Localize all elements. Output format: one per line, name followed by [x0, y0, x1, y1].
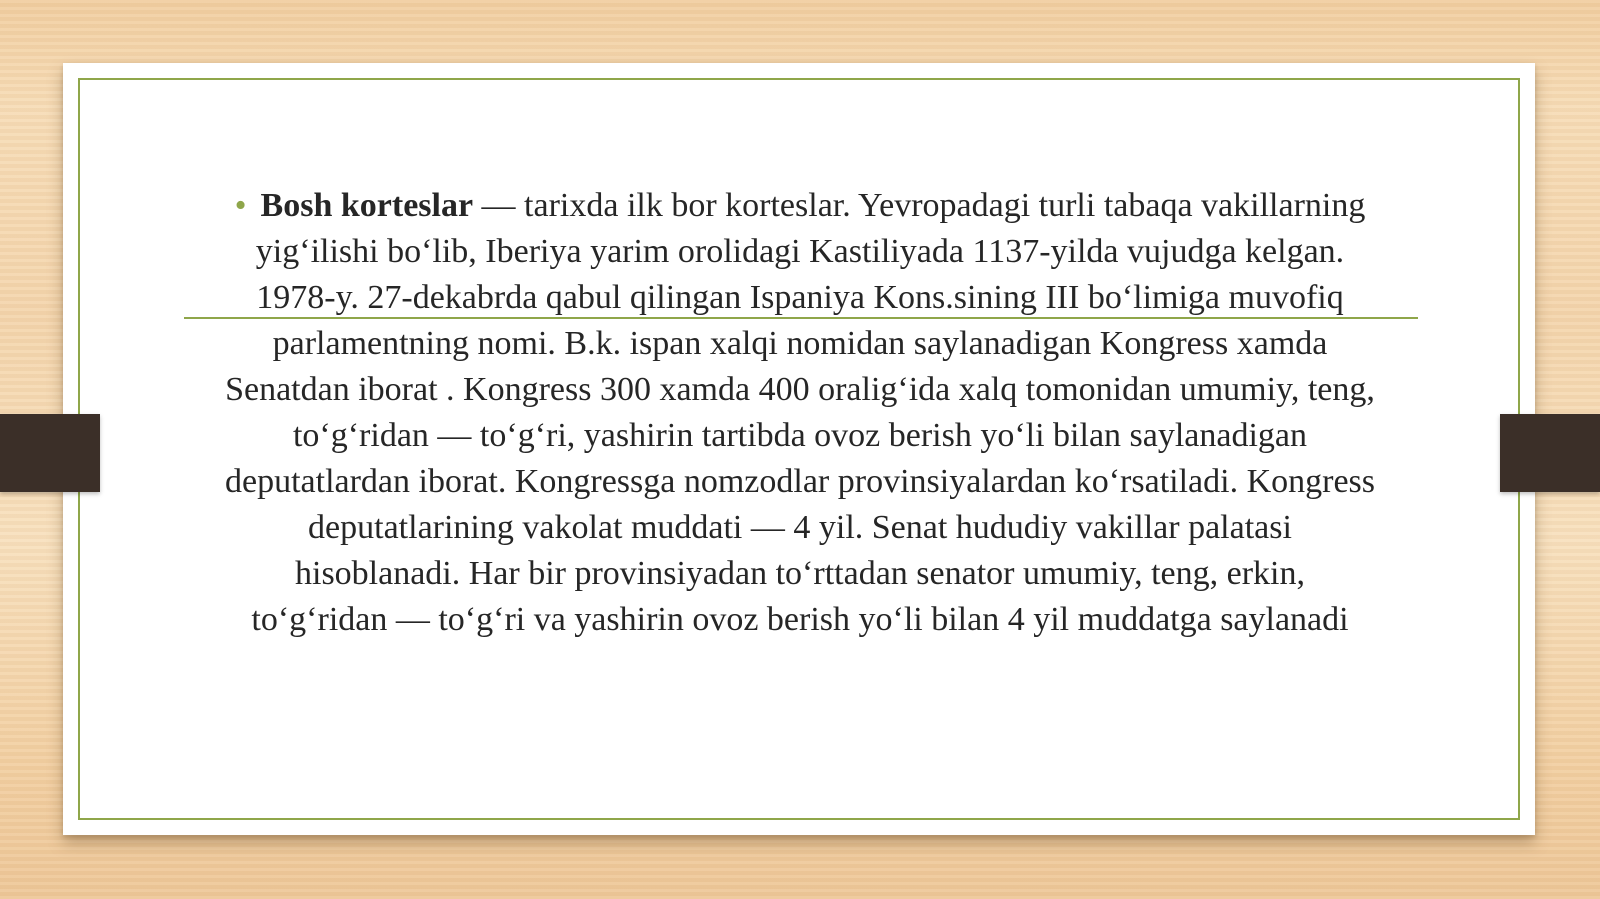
- bold-term: Bosh korteslar: [260, 187, 474, 224]
- bullet-icon: •: [234, 187, 247, 224]
- body-paragraph: — tarixda ilk bor korteslar. Yevropadagi turli tabaqa vakillarning yig‘ilishi bo‘lib, Iberiya yarim orolidagi Kastiliyada 1137-yilda vujudga kelgan. 1978-y. 27-dekabrda qabul qilingan Ispaniya Kons.sining III bo‘limiga muvofiq parlamentning nomi. B.k. ispan xalqi nomidan saylanadigan Kongress xamda Senatdan iborat . Kongress 300 xamda 400 oralig‘ida xalq tomonidan umumiy, teng, to‘g‘ridan — to‘g‘ri, yashirin tartibda ovoz berish yo‘li bilan saylanadigan deputatlardan iborat. Kongressga nomzodlar provinsiyalardan ko‘rsatiladi. Kongress deputatlarining vakolat muddati — 4 yil. Senat hududiy vakillar palatasi hisoblanadi. Har bir provinsiyadan to‘rttadan senator umumiy, teng, erkin, to‘g‘ridan — to‘g‘ri va yashirin ovoz berish yo‘li bilan 4 yil muddatga saylanadi: [225, 187, 1376, 638]
- slide-body-text: [225, 183, 1375, 643]
- left-binder-tab: [0, 414, 100, 492]
- right-binder-tab: [1500, 414, 1600, 492]
